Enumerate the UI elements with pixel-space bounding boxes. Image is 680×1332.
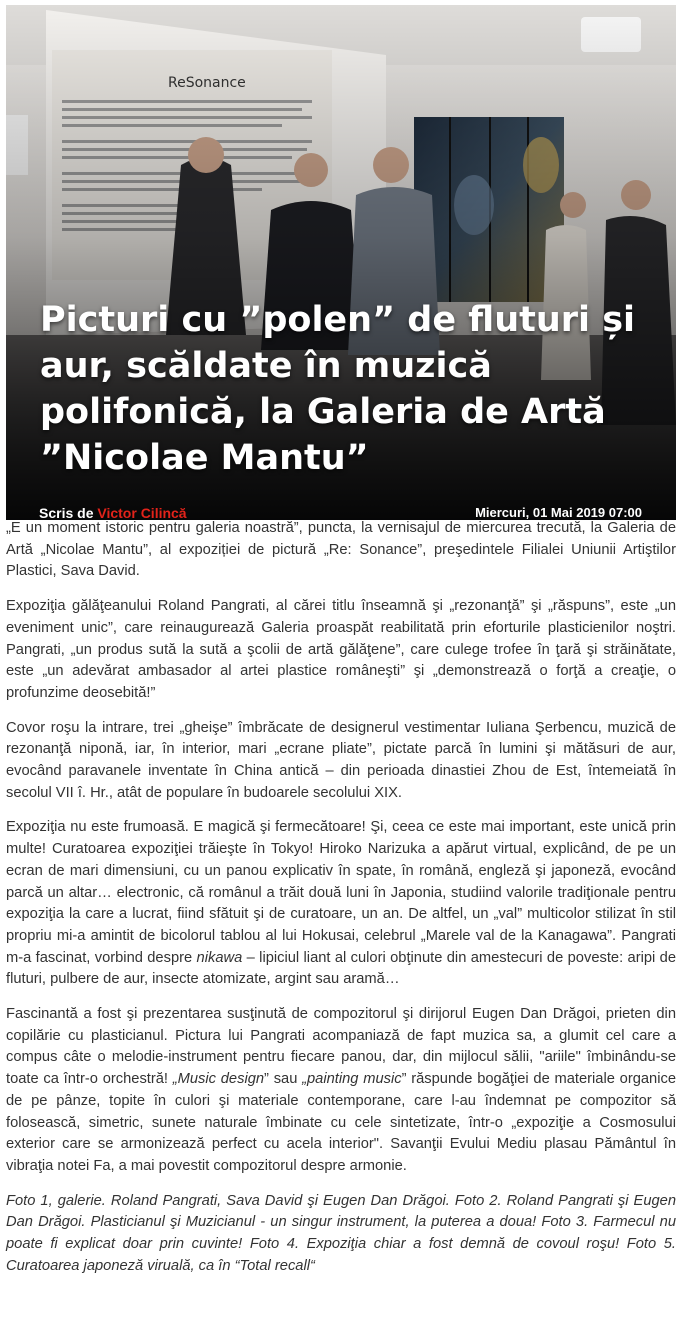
byline-prefix: Scris de	[39, 505, 98, 520]
article-body	[6, 518, 676, 1291]
author-link[interactable]: Victor Cilincă	[97, 505, 187, 520]
paragraph-1: „E un moment istoric pentru galeria noastră”, puncta, la vernisajul de miercurea trecută, la Galeria de Artă „Nicolae Mantu”, al expoziției de pictură „Re: Sonance”, preşedintele Filialei Uniunii Artiştilor Plastici, Sava David.	[6, 520, 676, 580]
paragraph-5-text-a: Fascinantă a fost şi prezentarea susţinută de compozitorul şi dirijorul Eugen Dan Drăgoi, prieten din copilărie cu plasticianul. Pictura lui Pangrati acompaniază de fapt muzica sa, a glumit cel care a compus câte o melodie-instrument pentru fiecare panou, dar, din mijlocul sălii, "ariile" îmbinându-se toate ca într-o orchestră!	[6, 1006, 676, 1088]
paragraph-5-emphasis-2: „painting music	[302, 1071, 402, 1088]
paragraph-3: Covor roşu la intrare, trei „gheişe” îmbrăcate de designerul vestimentar Iuliana Şerbencu, muzică de rezonanţă niponă, iar, în interior, mari „ecrane pliate”, pictate parcă în lumini şi mătăsuri de aur, evocând paravanele inventate în China antică – din perioada dinastiei Zhou de Est, întemeiată în secolul VII î. Hr., atât de populare în budoarele secolului XIX.	[6, 719, 676, 801]
publish-date: Miercuri, 01 Mai 2019 07:00	[475, 505, 642, 520]
paragraph-5-text-b: ” sau	[264, 1071, 303, 1088]
hero-photo	[6, 5, 676, 520]
paragraph-4-text-b: – lipiciul liant al culori obţinute din amestecuri de poveste: aripi de fluturi, pulbere de aur, insecte atomizate, argint sau aramă…	[6, 949, 676, 988]
paragraph-4	[6, 817, 676, 991]
photo-caption: Foto 1, galerie. Roland Pangrati, Sava David şi Eugen Dan Drăgoi. Foto 2. Roland Pangrati şi Eugen Dan Drăgoi. Plasticianul şi Muzicianul - un singur instrument, la puterea a doua! Foto 3. Farmecul nu poate fi explicat doar prin cuvinte! Foto 4. Expoziţia chiar a fost demnă de covoul roşu! Foto 5. Curatoarea japoneză viruală, ca în “Total recall“	[6, 1192, 676, 1274]
paragraph-5-emphasis-1: „Music design	[172, 1071, 265, 1088]
paragraph-5	[6, 1004, 676, 1178]
paragraph-5-text-c: ” răspunde bogăţiei de materiale organice de pe pânze, topite în culori şi materiale contemporane, care l-au îndemnat pe compozitor să folosească, simetric, sunete naturale îmbinate cu cele sintetizate, într-o „expoziţie a Cosmosului exterior care se armonizează perfect cu acela interior". Savanţii Evului Mediu plasau Pământul în vibraţia notei Fa, a mai povestit compozitorul despre armonie.	[6, 1071, 676, 1174]
paragraph-4-emphasis: nikawa	[196, 949, 243, 966]
paragraph-4-text-a: Expoziţia nu este frumoasă. E magică şi fermecătoare! Şi, ceea ce este mai important, este unică prin multe! Curatoarea expoziţiei trăieşte în Tokyo! Hiroko Narizuka a apărut virtual, explicând, de pe un ecran de mari dimensiuni, cu un panou explicativ în spate, în română, engleză şi japoneză, evocând parcă un altar… electronic, că românul a trăit două luni în Japonia, studiind valorile tradiţionale pentru expoziţia la care a lucrat, fiind sfătuit şi de curatoare, un an. De altfel, un „val” multicolor stilizat în stil propriu mi-a amintit de bicolorul tablou al lui Hokusai, celebrul „Marele val de la Kanagawa”. Pangrati m-a fascinat, vorbind despre	[6, 819, 676, 966]
article-title: Picturi cu ”polen” de fluturi și aur, scăldate în muzică polifonică, la Galeria de Artă ”Nicolae Mantu”	[40, 300, 636, 478]
paragraph-2: Expoziţia gălăţeanului Roland Pangrati, al cărei titlu înseamnă şi „rezonanţă” şi „răspuns”, este „un eveniment unic”, care reinaugurează Galeria proaspăt reabilitată prin eforturile plasticienilor noştri. Pangrati, „un produs sută la sută a şcolii de artă gălăţene”, care culege trofee în ţară şi străinătate, este „un adevărat ambasador al artei plastice româneşti” şi „demonstrează o forţă a creaţie, o profunzime deosebită!”	[6, 598, 676, 701]
